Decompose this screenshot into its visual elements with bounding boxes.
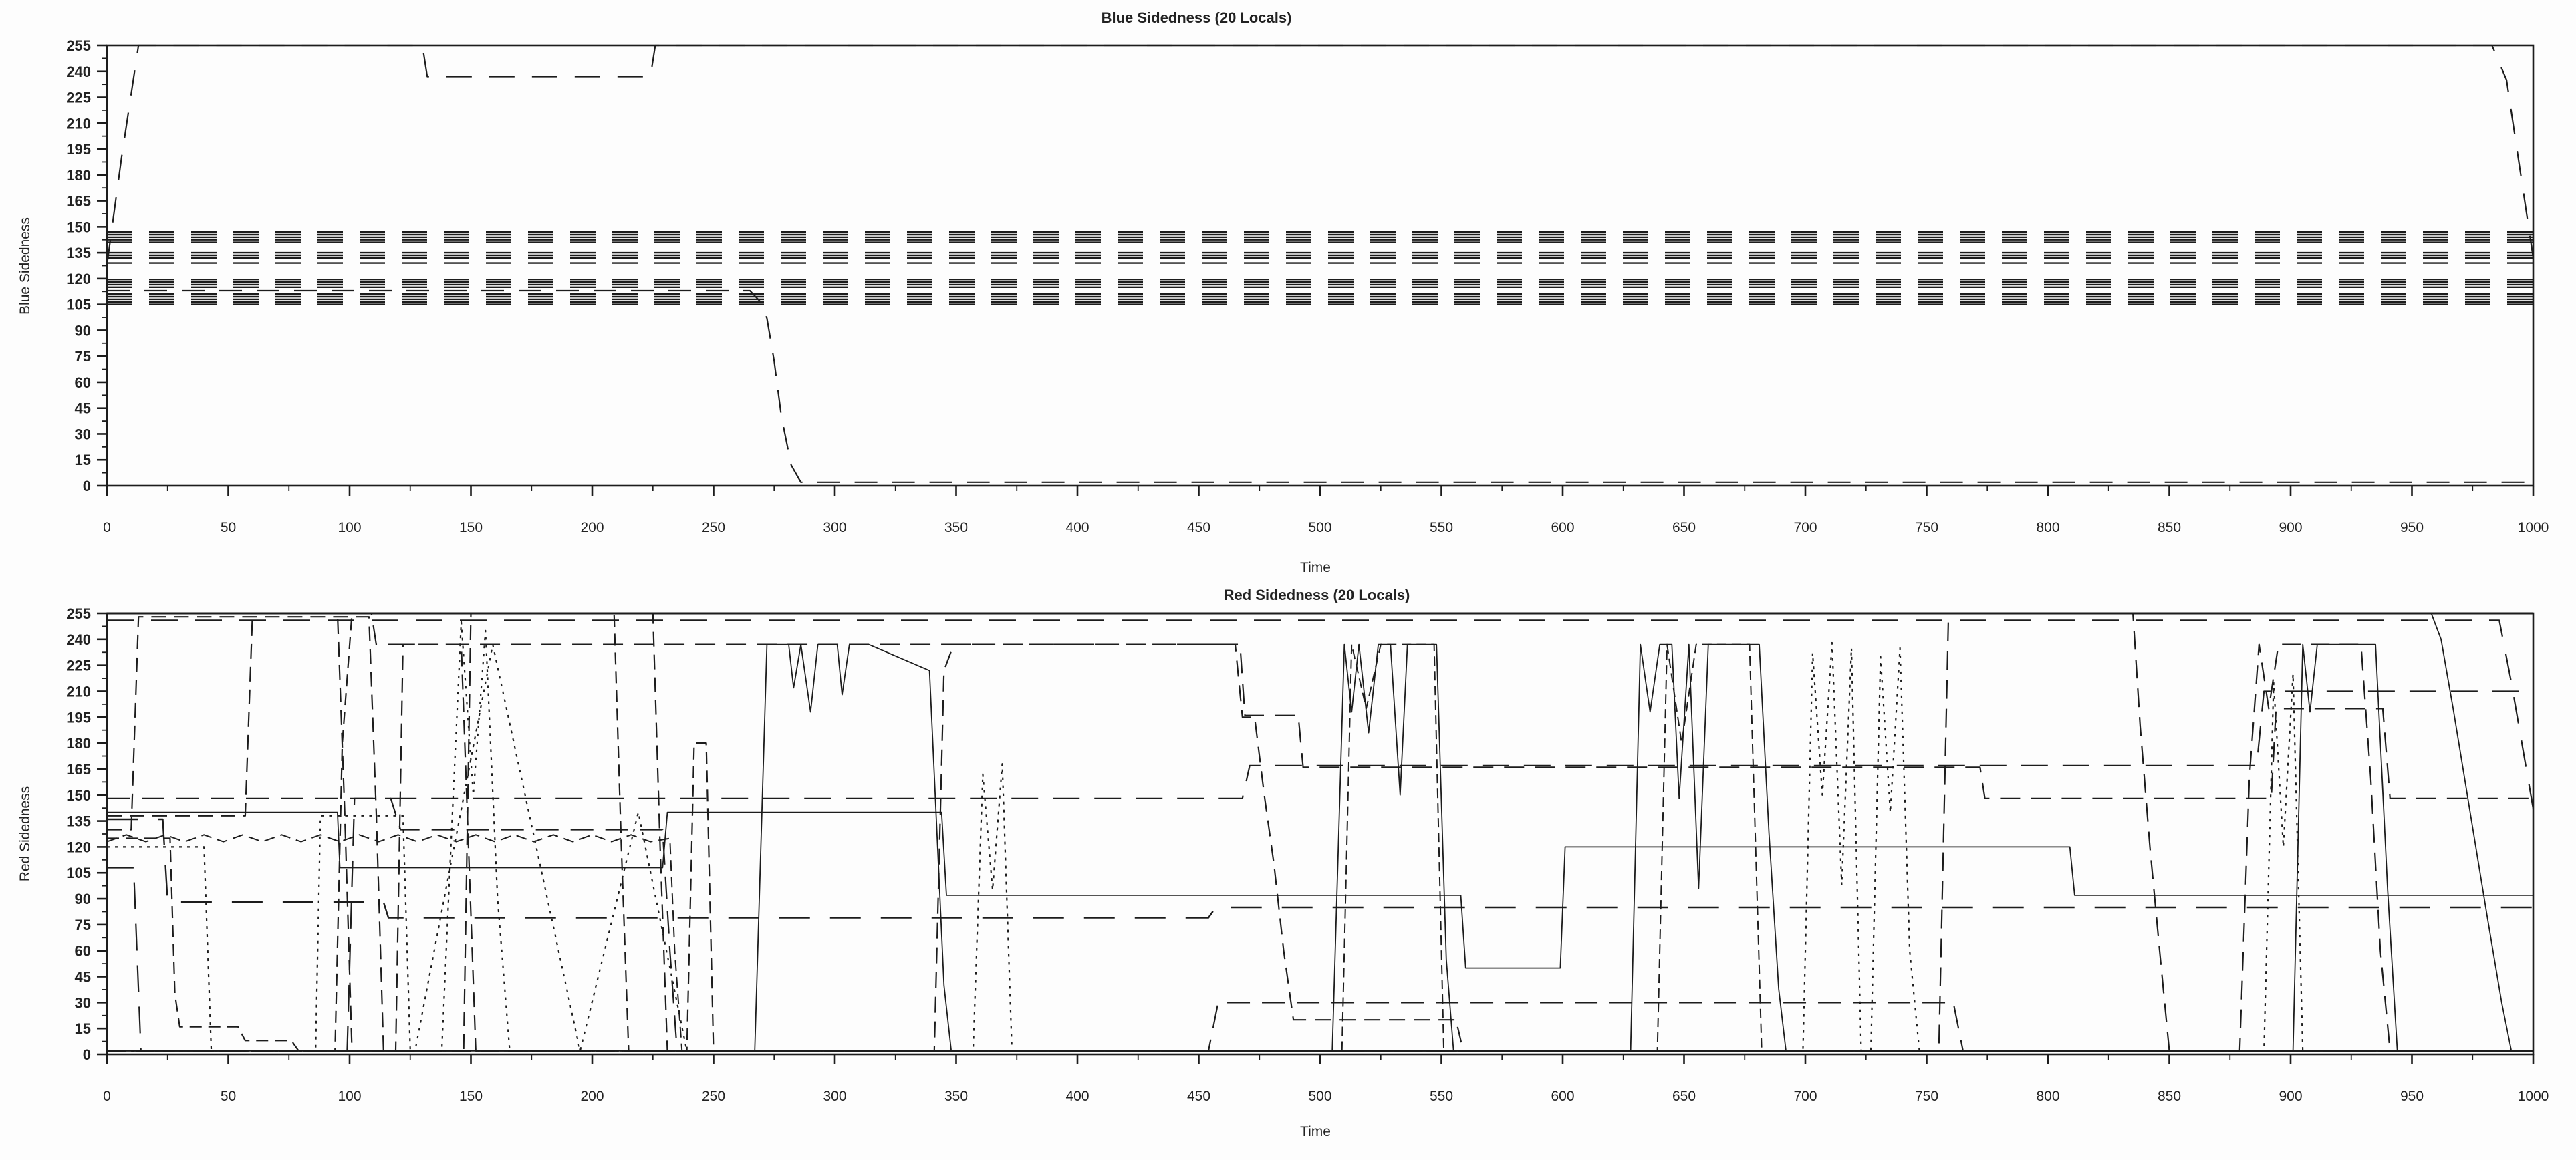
x-tick-label: 200 — [580, 1089, 604, 1104]
y-tick-label: 135 — [66, 245, 91, 262]
plot-box — [107, 45, 2533, 486]
series-local-4 — [107, 613, 2533, 1051]
x-tick-label: 450 — [1186, 1089, 1211, 1104]
y-tick-label: 165 — [66, 760, 91, 778]
y-axis — [66, 605, 107, 1063]
y-tick-label: 255 — [66, 605, 91, 622]
y-tick-label: 120 — [66, 270, 91, 287]
series-local-7 — [107, 813, 2533, 968]
red-chart-plot — [0, 581, 2576, 1160]
x-tick-label: 400 — [1065, 1089, 1089, 1104]
y-tick-label: 180 — [66, 166, 91, 184]
y-tick-label: 60 — [74, 942, 91, 960]
y-tick-label: 120 — [66, 839, 91, 856]
x-tick-label: 350 — [944, 520, 969, 535]
y-tick-label: 225 — [66, 89, 91, 106]
series-local-1 — [107, 45, 2533, 265]
series-local-13 — [107, 613, 2533, 1051]
x-tick-label: 950 — [2400, 1089, 2424, 1104]
x-tick-label: 850 — [2157, 1089, 2182, 1104]
series-group — [107, 45, 2533, 482]
series-local-20 — [107, 692, 2533, 1051]
x-tick-label: 500 — [1308, 1089, 1332, 1104]
x-tick-label: 0 — [103, 520, 111, 535]
x-tick-label: 750 — [1914, 1089, 1939, 1104]
series-local-11 — [107, 648, 2533, 1051]
y-tick-label: 210 — [66, 683, 91, 700]
blue-x-axis-label: Time — [1300, 560, 1331, 575]
y-tick-label: 60 — [74, 374, 91, 391]
series-local-12 — [107, 645, 2533, 1051]
plot-box — [107, 613, 2533, 1054]
y-tick-label: 255 — [66, 37, 91, 54]
x-tick-label: 700 — [1793, 1089, 1817, 1104]
x-tick-label: 400 — [1065, 520, 1089, 535]
x-tick-label: 150 — [459, 520, 483, 535]
red-x-axis-label: Time — [1300, 1124, 1331, 1139]
x-tick-label: 700 — [1793, 520, 1817, 535]
red-chart-title: Red Sidedness (20 Locals) — [1223, 587, 1410, 603]
x-tick-label: 650 — [1672, 520, 1696, 535]
y-tick-label: 165 — [66, 192, 91, 210]
x-tick-label: 900 — [2279, 1089, 2303, 1104]
x-tick-label: 900 — [2279, 520, 2303, 535]
y-tick-label: 15 — [74, 1020, 91, 1038]
red-y-axis-label: Red Sidedness — [17, 786, 33, 882]
y-tick-label: 45 — [74, 968, 91, 986]
y-axis — [66, 37, 107, 494]
x-tick-label: 1000 — [2517, 1089, 2549, 1104]
y-tick-label: 195 — [66, 141, 91, 158]
y-tick-label: 150 — [66, 219, 91, 236]
x-tick-label: 600 — [1551, 520, 1575, 535]
x-tick-label: 650 — [1672, 1089, 1696, 1104]
y-tick-label: 75 — [74, 348, 91, 366]
blue-chart-title: Blue Sidedness (20 Locals) — [1101, 9, 1292, 26]
x-tick-label: 450 — [1186, 520, 1211, 535]
x-tick-label: 300 — [823, 1089, 847, 1104]
x-tick-label: 200 — [580, 520, 604, 535]
y-tick-label: 195 — [66, 709, 91, 726]
x-tick-label: 300 — [823, 520, 847, 535]
x-axis — [103, 1054, 2549, 1104]
y-tick-label: 240 — [66, 63, 91, 80]
x-tick-label: 0 — [103, 1089, 111, 1104]
x-tick-label: 250 — [701, 1089, 726, 1104]
x-axis — [103, 486, 2549, 535]
y-tick-label: 240 — [66, 631, 91, 648]
x-tick-label: 550 — [1429, 520, 1454, 535]
x-tick-label: 100 — [338, 520, 362, 535]
series-local-9 — [107, 645, 2533, 1051]
y-tick-label: 90 — [74, 322, 91, 339]
series-local-3 — [107, 617, 2533, 1051]
x-tick-label: 1000 — [2517, 520, 2549, 535]
y-tick-label: 75 — [74, 916, 91, 933]
x-tick-label: 350 — [944, 1089, 969, 1104]
x-tick-label: 800 — [2036, 1089, 2060, 1104]
y-tick-label: 105 — [66, 296, 91, 313]
x-tick-label: 250 — [701, 520, 726, 535]
y-tick-label: 0 — [82, 478, 91, 494]
y-tick-label: 180 — [66, 735, 91, 752]
red-sidedness-chart — [0, 581, 2576, 1160]
y-tick-label: 0 — [82, 1046, 91, 1063]
series-local-5 — [107, 613, 2533, 799]
x-tick-label: 550 — [1429, 1089, 1454, 1104]
y-tick-label: 30 — [74, 994, 91, 1012]
x-tick-label: 100 — [338, 1089, 362, 1104]
y-tick-label: 90 — [74, 891, 91, 908]
x-tick-label: 800 — [2036, 520, 2060, 535]
series-local-15 — [107, 613, 2533, 1051]
y-tick-label: 15 — [74, 452, 91, 469]
x-tick-label: 600 — [1551, 1089, 1575, 1104]
x-tick-label: 500 — [1308, 520, 1332, 535]
series-local-8 — [107, 645, 2533, 1051]
x-tick-label: 50 — [220, 1089, 237, 1104]
y-tick-label: 135 — [66, 813, 91, 830]
y-tick-label: 45 — [74, 400, 91, 417]
series-group — [107, 613, 2533, 1051]
y-tick-label: 30 — [74, 426, 91, 443]
y-tick-label: 225 — [66, 657, 91, 674]
series-local-19 — [107, 645, 2533, 1051]
series-local-2 — [107, 291, 2533, 482]
x-tick-label: 150 — [459, 1089, 483, 1104]
series-local-18 — [107, 613, 2533, 1051]
y-tick-label: 105 — [66, 865, 91, 882]
y-tick-label: 150 — [66, 786, 91, 804]
x-tick-label: 950 — [2400, 520, 2424, 535]
series-local-14 — [107, 645, 2533, 1051]
x-tick-label: 750 — [1914, 520, 1939, 535]
x-tick-label: 50 — [220, 520, 237, 535]
y-tick-label: 210 — [66, 115, 91, 132]
x-tick-label: 850 — [2157, 520, 2182, 535]
blue-y-axis-label: Blue Sidedness — [17, 217, 33, 315]
